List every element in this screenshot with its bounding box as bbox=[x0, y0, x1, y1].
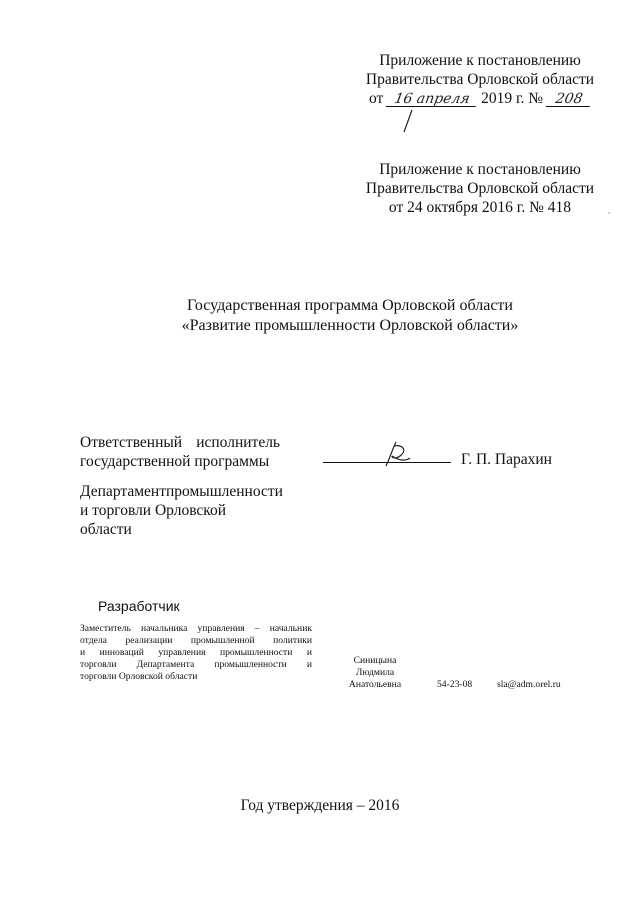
program-title-line1: Государственная программа Орловской области bbox=[187, 297, 513, 314]
handwritten-number: 208 bbox=[546, 92, 593, 107]
handwritten-stroke-mark bbox=[398, 108, 418, 134]
developer-desc-line: Заместитель начальника управления – начальник bbox=[80, 623, 312, 634]
responsible-word2: исполнитель bbox=[196, 434, 280, 451]
developer-phone: 54-23-08 bbox=[437, 679, 473, 690]
appendix-2019-line3 bbox=[330, 89, 630, 108]
developer-description bbox=[80, 623, 312, 683]
responsible-executor-label bbox=[80, 433, 280, 471]
department-line2: и торговли Орловской области bbox=[80, 502, 227, 538]
developer-first-name: Людмила bbox=[355, 667, 395, 678]
handwritten-date: 16 апреля bbox=[386, 92, 479, 107]
responsible-word1: Ответственный bbox=[80, 434, 183, 451]
appendix-2016-line2: Правительства Орловской области bbox=[365, 180, 595, 197]
appendix-2019-prefix: от bbox=[369, 90, 384, 107]
developer-heading: Разработчик bbox=[98, 598, 180, 614]
developer-surname: Синицына bbox=[353, 655, 397, 666]
scan-speck bbox=[608, 212, 610, 214]
developer-desc-line: и инноваций управления промышленности и bbox=[80, 647, 312, 658]
approval-year: Год утверждения – 2016 bbox=[240, 797, 400, 814]
appendix-2016-block bbox=[330, 160, 630, 217]
signature-scribble bbox=[380, 440, 414, 468]
responsible-line2: государственной программы bbox=[80, 453, 270, 470]
program-title bbox=[100, 296, 600, 336]
department-block bbox=[80, 482, 283, 539]
appendix-2016-line3: от 24 октября 2016 г. № 418 bbox=[388, 199, 572, 216]
appendix-2016-line1: Приложение к постановлению bbox=[379, 161, 581, 178]
department-word2: промышленности bbox=[165, 483, 283, 500]
appendix-2019-line2: Правительства Орловской области bbox=[365, 71, 595, 88]
developer-email: sla@adm.orel.ru bbox=[497, 679, 561, 690]
appendix-2019-block bbox=[330, 51, 630, 108]
program-title-line2: «Развитие промышленности Орловской области» bbox=[181, 317, 519, 334]
signer-name: Г. П. Парахин bbox=[461, 451, 552, 468]
developer-desc-line: торговли Орловской области bbox=[80, 671, 198, 682]
developer-name bbox=[340, 655, 410, 691]
appendix-2019-line1: Приложение к постановлению bbox=[379, 52, 581, 69]
appendix-2019-year: 2019 г. № bbox=[481, 90, 544, 107]
developer-desc-line: отдела реализации промышленной политики bbox=[80, 635, 312, 646]
developer-desc-line: торговли Департамента промышленности и bbox=[80, 659, 312, 670]
developer-patronymic: Анатольевна bbox=[348, 679, 402, 690]
department-word1: Департамент bbox=[80, 483, 166, 500]
